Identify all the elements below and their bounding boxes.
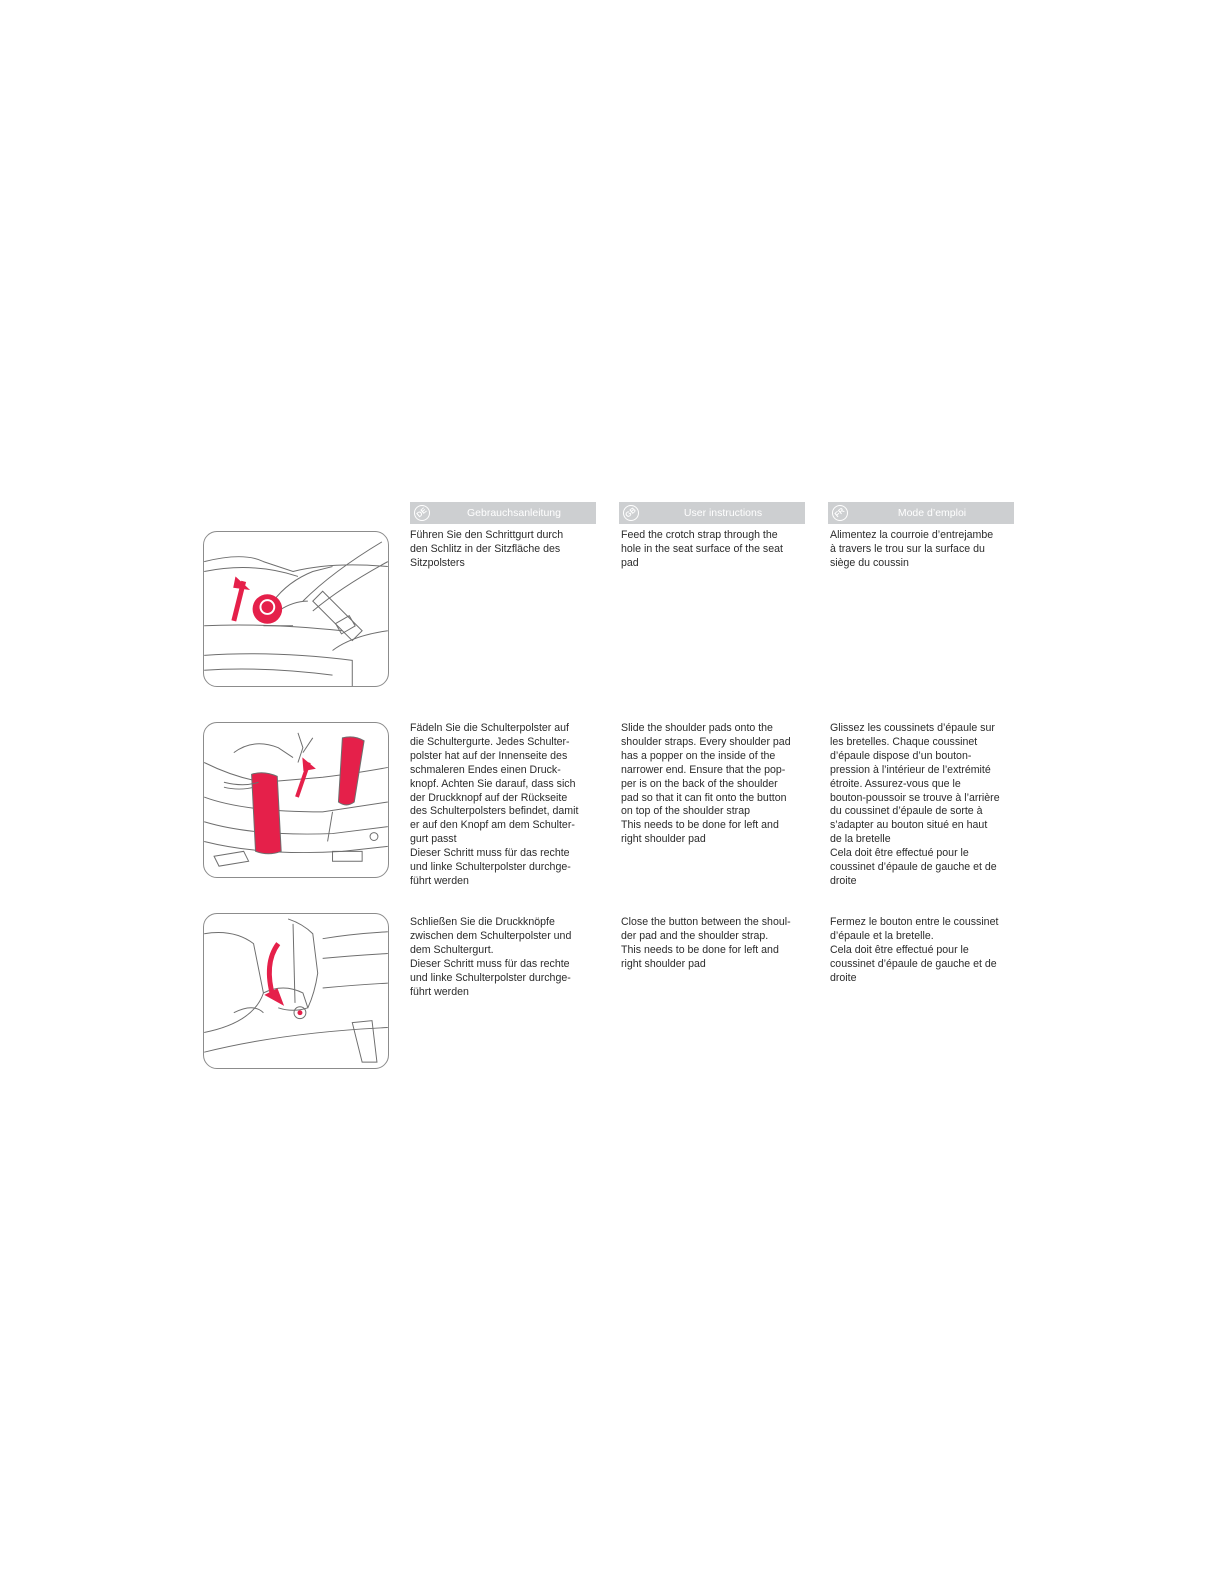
step-2-text-gb: Slide the shoulder pads onto the shoulder straps. Every shoulder pad has a popper on the inside of the narrower end. Ensure that the pop- per is on the back of the shoulder pad so that it can fit onto the button on top of the shoulder strap This needs to be done for left and right shoulder pad [621,722,791,846]
language-badge-icon: FR [832,505,847,520]
step-1-text-de: Führen Sie den Schrittgurt durch den Schlitz in der Sitzfläche des Sitzpolsters [410,529,564,569]
step-2-text-de: Fädeln Sie die Schulterpolster auf die Schultergurte. Jedes Schulter- polster hat auf der Innenseite des schmaleren Endes einen Druck- knopf. Achten Sie darauf, dass sich der Druckknopf auf der Rückseite des Schulterpolsters befindet, damit er auf den Knopf am dem Schulter- gurt passt Dieser Schritt muss für das rechte und linke Schulterpolster durchge- führt werden [410,722,579,887]
language-badge-icon: GB [623,505,638,520]
button-close-illustration [203,913,389,1069]
step-3-text-fr: Fermez le bouton entre le coussinet d’épaule et la bretelle. Cela doit être effectué pour le coussinet d’épaule de gauche et de droite [830,916,999,984]
header-fr [828,502,1014,524]
header-fr-label: Mode d’emploi [897,507,967,519]
step-2-text-fr: Glissez les coussinets d’épaule sur les bretelles. Chaque coussinet d’épaule dispose d’un bouton- pression à l’intérieur de l’extrémité étroite. Assurez-vous que le bouton-poussoir se trouve à l’arrière du coussinet d’épaule de sorte à s’adapter au bouton situé en haut de la bretelle Cela doit être effectué pour le coussinet d’épaule de gauche et de droite [830,722,1000,887]
header-de-label: Gebrauchsanleitung [467,507,561,519]
language-badge-icon: DE [414,505,429,520]
step-1-text-fr: Alimentez la courroie d’entrejambe à travers le trou sur la surface du siège du coussin [830,529,994,569]
step-1-text-gb: Feed the crotch strap through the hole in the seat surface of the seat pad [621,529,783,569]
shoulder-pads-slide-illustration [203,722,389,878]
crotch-strap-feed-illustration [203,531,389,687]
header-gb [619,502,805,524]
step-3-text-de: Schließen Sie die Druckknöpfe zwischen dem Schulterpolster und dem Schultergurt. Dieser Schritt muss für das rechte und linke Schulterpolster durchge- führt werden [410,916,572,998]
step-3-text-gb: Close the button between the shoul- der pad and the shoulder strap. This needs to be done for left and right shoulder pad [621,916,791,970]
header-de [410,502,596,524]
header-gb-label: User instructions [683,507,763,519]
